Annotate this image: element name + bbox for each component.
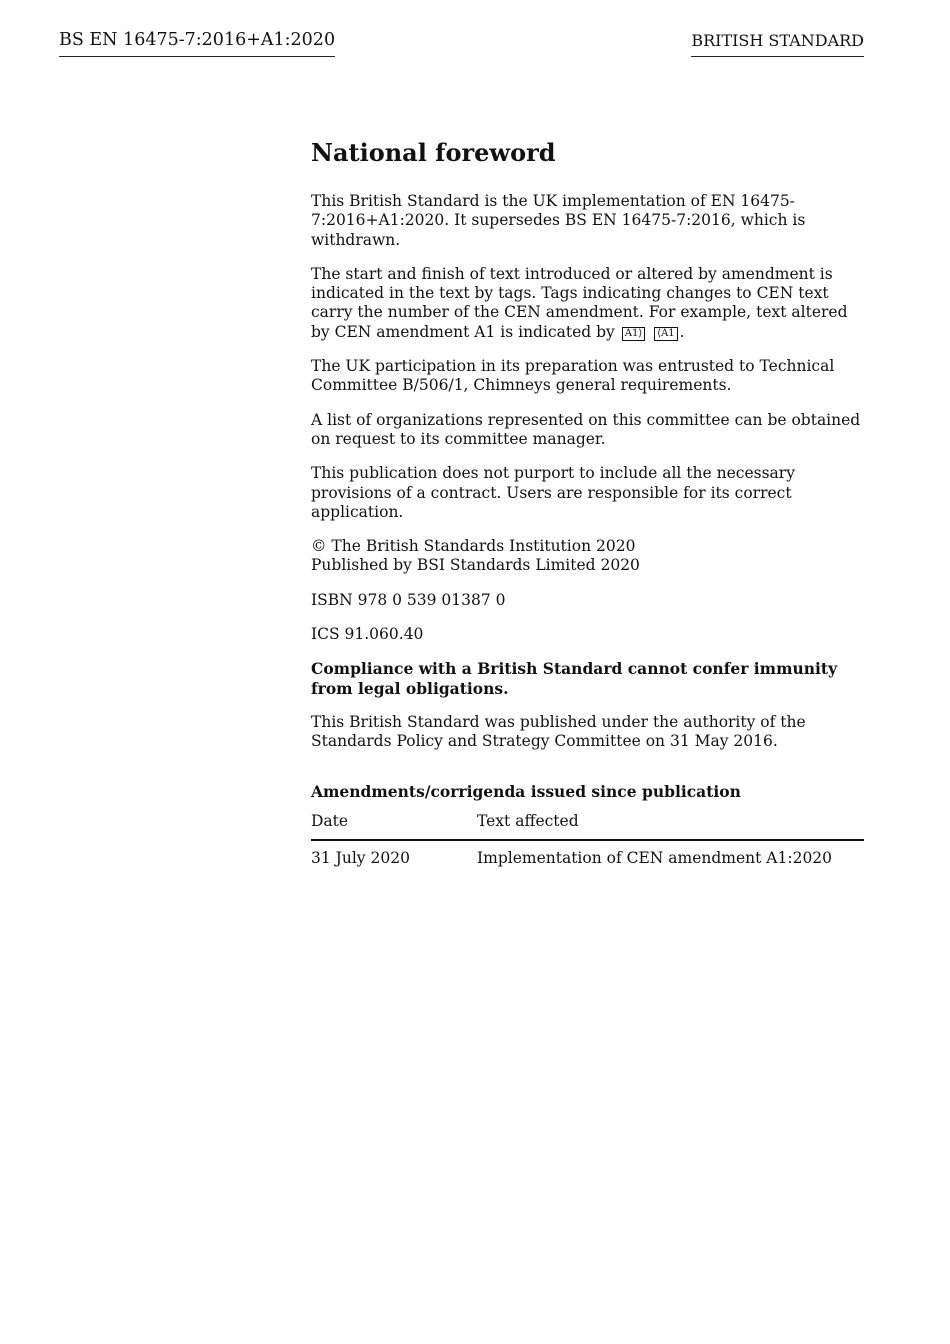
amendment-tags-text: The start and finish of text introduced or altered by amendment is indicated in the text by tags. Tags indicating changes to CEN text carry the number of the CEN amendment. For example, text altered by CEN amendment A1 is indicated by xyxy=(311,264,848,341)
amendment-tags-period: . xyxy=(679,322,685,341)
column-header-text-affected: Text affected xyxy=(477,807,864,840)
implementation-paragraph: This British Standard is the UK implementation of EN 16475-7:2016+A1:2020. It supersedes BS EN 16475-7:2016, which is withdrawn. xyxy=(311,192,806,249)
amendments-title: Amendments/corrigenda issued since publication xyxy=(311,781,741,801)
amendment-date: 31 July 2020 xyxy=(311,848,410,867)
document-id: BS EN 16475-7:2016+A1:2020 xyxy=(59,30,335,57)
committee-paragraph: The UK participation in its preparation was entrusted to Technical Committee B/506/1, Chimneys general requirements. xyxy=(311,357,835,395)
organizations-paragraph: A list of organizations represented on this committee can be obtained on request to its committee manager. xyxy=(311,410,861,448)
amendment-close-tag-icon: ⟨A1 xyxy=(654,327,678,341)
column-header-date: Date xyxy=(311,807,477,840)
provisions-paragraph: This publication does not purport to include all the necessary provisions of a contract. Users are responsible for its correct application. xyxy=(311,464,795,521)
amendment-open-tag-icon: A1⟩ xyxy=(622,327,646,341)
ics: ICS 91.060.40 xyxy=(311,625,424,644)
isbn: ISBN 978 0 539 01387 0 xyxy=(311,590,506,609)
table-header-row xyxy=(311,807,864,840)
table-row xyxy=(311,840,864,871)
standard-label: BRITISH STANDARD xyxy=(691,31,864,57)
page-title: National foreword xyxy=(311,138,556,167)
copyright-block xyxy=(311,537,864,576)
compliance-statement: Compliance with a British Standard cannot confer immunity from legal obligations. xyxy=(311,659,838,698)
amendment-tags-paragraph xyxy=(311,265,864,342)
amendment-text-affected: Implementation of CEN amendment A1:2020 xyxy=(477,848,833,867)
copyright-line: © The British Standards Institution 2020 xyxy=(311,537,636,556)
main-content xyxy=(311,138,864,871)
authority-paragraph: This British Standard was published under the authority of the Standards Policy and Strategy Committee on 31 May 2016. xyxy=(311,712,806,751)
amendments-table xyxy=(311,807,864,871)
publisher-line: Published by BSI Standards Limited 2020 xyxy=(311,556,640,575)
